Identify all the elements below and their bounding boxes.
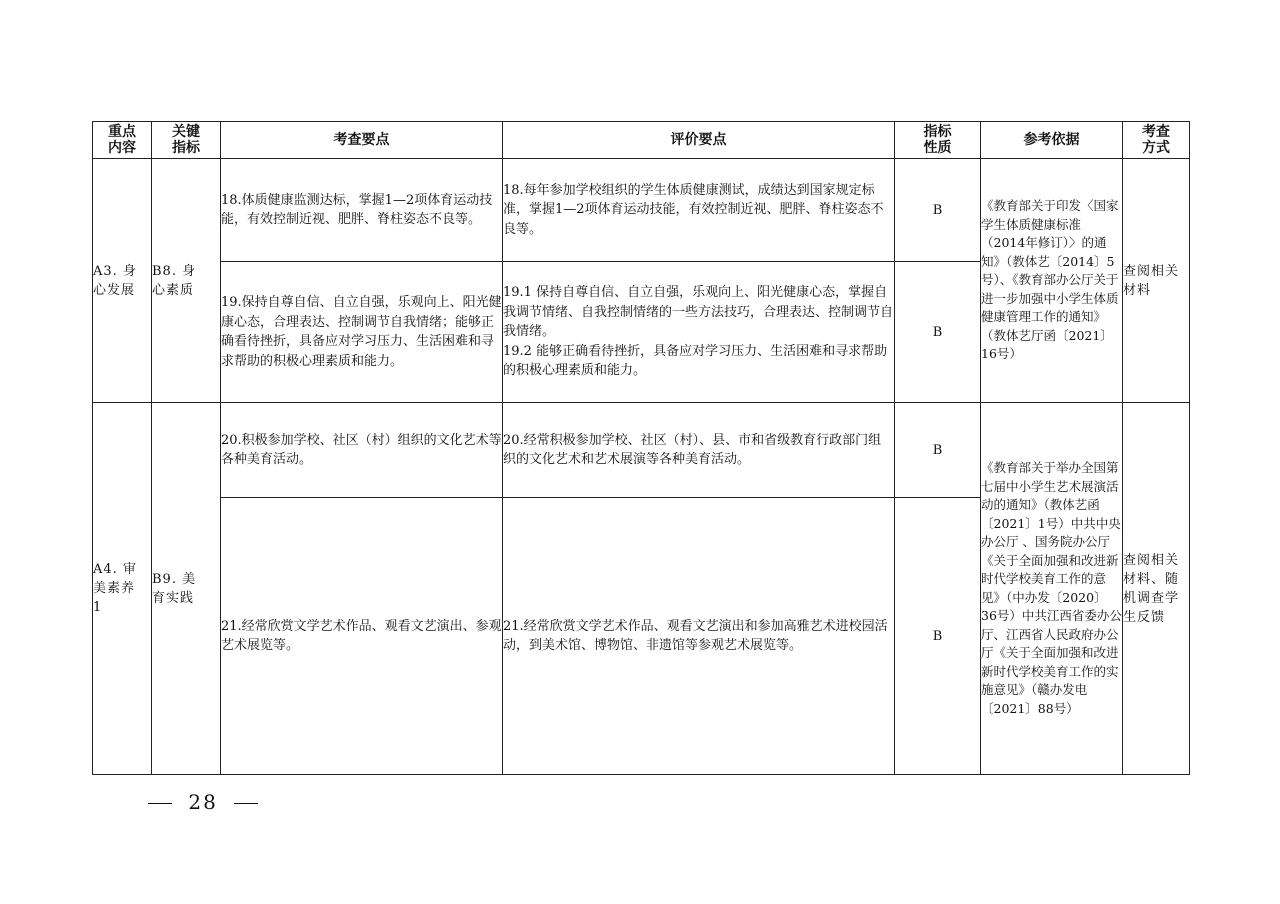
eval-point-21: 21.经常欣赏文学艺术作品、观看文艺演出和参加高雅艺术进校园活动，到美术馆、博物馆、非遗馆等参观艺术展览等。 <box>503 498 895 775</box>
eval-point-19-1: 19.1 保持自尊自信、自立自强，乐观向上、阳光健康心态，掌握自我调节情绪、自我控制情绪的一些方法技巧，合理表达、控制调节自我情绪。 <box>503 285 894 340</box>
eval-point-18: 18.每年参加学校组织的学生体质健康测试，成绩达到国家规定标准，掌握1—2项体育运动技能，有效控制近视、肥胖、脊柱姿态不良等。 <box>503 159 895 262</box>
footer-dash-right <box>234 803 258 804</box>
eval-point-19-2: 19.2 能够正确看待挫折，具备应对学习压力、生活困难和寻求帮助的积极心理素质和能力。 <box>503 343 888 379</box>
page-number: 28 <box>188 790 218 814</box>
check-point-20: 20.积极参加学校、社区（村）组织的文化艺术等各种美育活动。 <box>221 403 503 498</box>
footer-dash-left <box>148 803 172 804</box>
check-point-21: 21.经常欣赏文学艺术作品、观看文艺演出、参观艺术展览等。 <box>221 498 503 775</box>
nature-18: B <box>895 159 981 262</box>
basis-a3: 《教育部关于印发〈国家学生体质健康标准（2014年修订）〉的通知》（教体艺〔2014〕5号）、《教育部办公厅关于进一步加强中小学生体质健康管理工作的通知》（教体艺厅函〔2021〕16号） <box>981 159 1123 403</box>
eval-point-19 <box>503 262 895 403</box>
eval-point-20: 20.经常积极参加学校、社区（村）、县、市和省级教育行政部门组织的文化艺术和艺术展演等各种美育活动。 <box>503 403 895 498</box>
basis-a4: 《教育部关于举办全国第七届中小学生艺术展演活动的通知》（教体艺函〔2021〕1号）中共中央办公厅 、国务院办公厅《关于全面加强和改进新时代学校美育工作的意见》（中办发〔2020〕36号）中共江西省委办公厅、江西省人民政府办公厅《关于全面加强和改进新时代学校美育工作的实施意见》（赣办发电〔2021〕88号） <box>981 403 1123 775</box>
nature-21: B <box>895 498 981 775</box>
check-point-19: 19.保持自尊自信、自立自强，乐观向上、阳光健康心态，合理表达、控制调节自我情绪；能够正确看待挫折，具备应对学习压力、生活困难和寻求帮助的积极心理素质和能力。 <box>221 262 503 403</box>
key-indicator-b8: B8. 身心素质 <box>152 159 221 403</box>
header-eval-points: 评价要点 <box>503 122 895 159</box>
header-key-content: 重点内容 <box>93 122 152 159</box>
table-row <box>93 159 1190 262</box>
method-a4: 查阅相关 材料、随机调查学生反馈 <box>1123 403 1190 775</box>
nature-20: B <box>895 403 981 498</box>
key-content-a4: A4. 审美素养1 <box>93 403 152 775</box>
key-indicator-b9: B9. 美育实践 <box>152 403 221 775</box>
key-content-a3: A3. 身心发展 <box>93 159 152 403</box>
check-point-18: 18.体质健康监测达标，掌握1—2项体育运动技能，有效控制近视、肥胖、脊柱姿态不良等。 <box>221 159 503 262</box>
table-row <box>93 403 1190 498</box>
table-header-row <box>93 122 1190 159</box>
header-basis: 参考依据 <box>981 122 1123 159</box>
nature-19: B <box>895 262 981 403</box>
header-nature: 指标性质 <box>895 122 981 159</box>
evaluation-table <box>92 121 1190 775</box>
header-check-points: 考查要点 <box>221 122 503 159</box>
method-a3: 查阅相关材料 <box>1123 159 1190 403</box>
page-footer <box>140 790 266 814</box>
header-method: 考查方式 <box>1123 122 1190 159</box>
header-key-indicator: 关键指标 <box>152 122 221 159</box>
